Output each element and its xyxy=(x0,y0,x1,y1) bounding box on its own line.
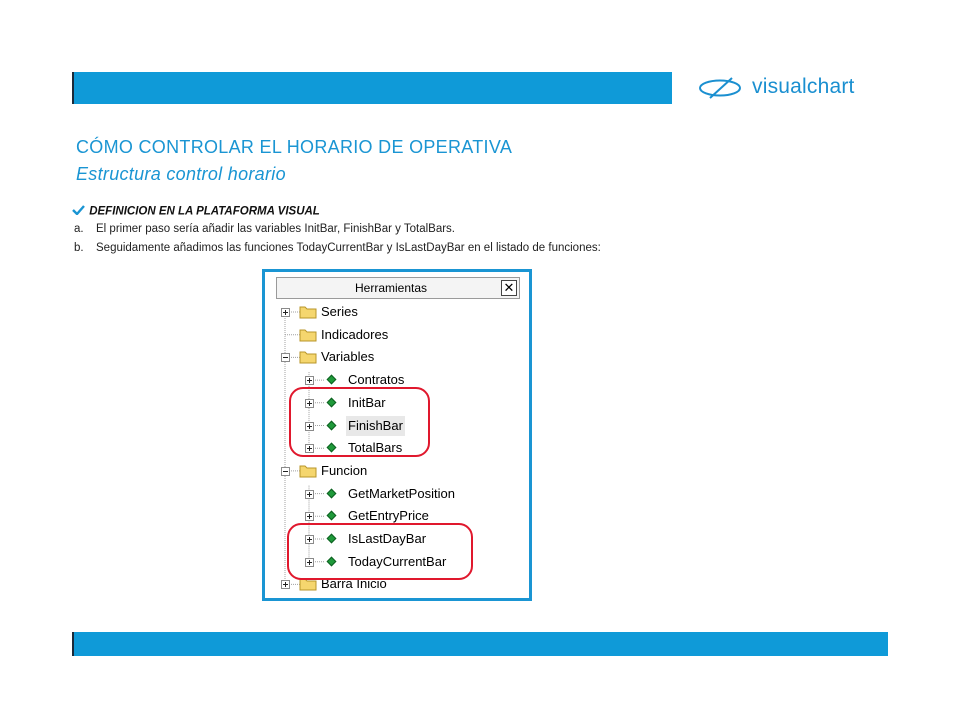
logo-text: visualchart xyxy=(752,75,855,98)
expand-icon[interactable] xyxy=(305,490,314,499)
list-marker: a. xyxy=(74,223,84,235)
list-marker: b. xyxy=(74,242,84,254)
footer-bar-edge xyxy=(72,632,74,656)
tree-node-label: Indicadores xyxy=(321,326,389,342)
close-icon[interactable]: ✕ xyxy=(501,280,517,296)
tree-node-label: Variables xyxy=(321,349,375,365)
logo xyxy=(672,72,888,104)
page-subtitle: Estructura control horario xyxy=(76,164,286,184)
visualchart-logo-mark xyxy=(696,76,748,100)
herramientas-panel xyxy=(262,269,532,601)
tree-node-label: Barra Inicio xyxy=(321,576,387,592)
collapse-icon[interactable] xyxy=(281,353,290,362)
checkmark-icon xyxy=(72,205,86,218)
list-item-text: El primer paso sería añadir las variables InitBar, FinishBar y TotalBars. xyxy=(96,223,455,235)
tree-node-label: TodayCurrentBar xyxy=(348,553,447,569)
header-bar-edge xyxy=(72,72,74,104)
tree-node-label: TotalBars xyxy=(348,440,403,456)
expand-icon[interactable] xyxy=(281,308,290,317)
folder-icon xyxy=(299,350,317,364)
list-item-text: Seguidamente añadimos las funciones TodayCurrentBar y IsLastDayBar en el listado de funciones: xyxy=(96,242,601,254)
footer-bar xyxy=(72,632,888,656)
page-title: CÓMO CONTROLAR EL HORARIO DE OPERATIVA xyxy=(76,137,513,157)
folder-icon xyxy=(299,305,317,319)
expand-icon[interactable] xyxy=(305,512,314,521)
section-heading xyxy=(72,205,320,218)
tree-node-label: Contratos xyxy=(348,372,405,388)
list-item xyxy=(74,223,455,235)
folder-icon xyxy=(299,328,317,342)
tree-node-label: IsLastDayBar xyxy=(348,531,427,546)
highlight-variables xyxy=(289,387,430,457)
expand-icon[interactable] xyxy=(305,376,314,385)
folder-icon xyxy=(299,464,317,478)
panel-title: Herramientas xyxy=(354,281,428,295)
tree-node-label: Series xyxy=(321,304,358,319)
tree-node-label: GetEntryPrice xyxy=(348,508,429,524)
tree-node-label: GetMarketPosition xyxy=(348,485,455,501)
expand-icon[interactable] xyxy=(281,580,290,589)
section-heading-label: DEFINICION EN LA PLATAFORMA VISUAL xyxy=(89,205,320,218)
list-item xyxy=(74,242,601,254)
collapse-icon[interactable] xyxy=(281,467,290,476)
highlight-functions xyxy=(287,523,473,580)
tree-node-label: InitBar xyxy=(348,394,386,410)
tree-node-label: FinishBar xyxy=(346,416,405,436)
tree-node-label: Funcion xyxy=(321,462,368,478)
